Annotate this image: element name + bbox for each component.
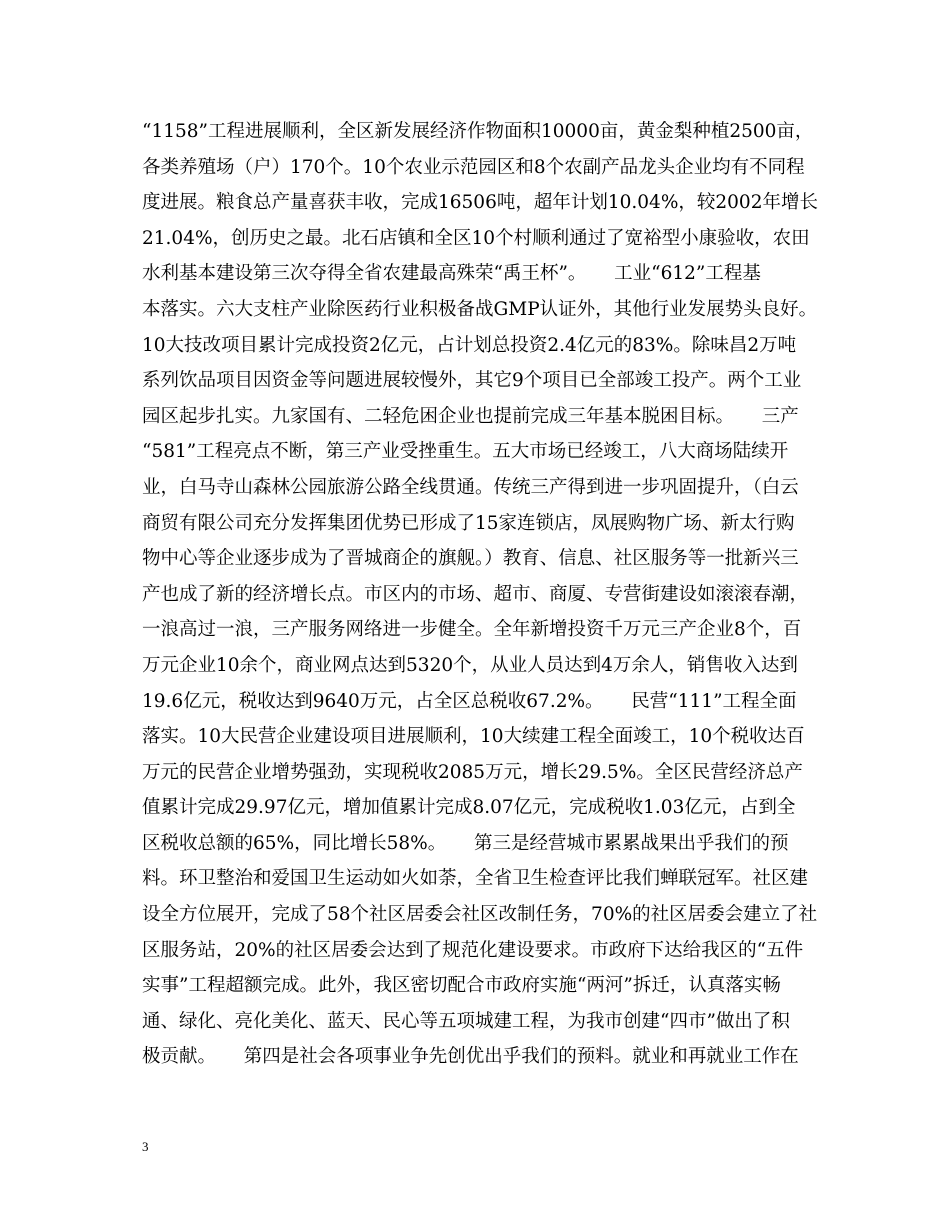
text-line: 极贡献。 第四是社会各项事业争先创优出乎我们的预料。就业和再就业工作在	[142, 1046, 799, 1068]
text-line: 园区起步扎实。九家国有、二轻危困企业也提前完成三年基本脱困目标。 三产	[142, 405, 799, 427]
text-line: 10大技改项目累计完成投资2亿元，占计划总投资2.4亿元的83%。除味昌2万吨	[142, 334, 797, 356]
text-line: 值累计完成29.97亿元，增加值累计完成8.07亿元，完成税收1.03亿元，占到全	[142, 797, 796, 819]
text-line: 商贸有限公司充分发挥集团优势已形成了15家连锁店，凤展购物广场、新太行购	[142, 512, 795, 534]
text-line: 本落实。六大支柱产业除医药行业积极备战GMP认证外，其他行业发展势头良好。	[142, 298, 818, 320]
body-text	[142, 114, 842, 1075]
text-line: 区税收总额的65%，同比增长58%。 第三是经营城市累累战果出乎我们的预	[142, 832, 789, 854]
text-line: 水利基本建设第三次夺得全省农建最高殊荣“禹王杯”。 工业“612”工程基	[142, 263, 761, 285]
text-line: 实事”工程超额完成。此外，我区密切配合市政府实施“两河”拆迁，认真落实畅	[142, 975, 781, 997]
text-line: 产也成了新的经济增长点。市区内的市场、超市、商厦、专营街建设如滚滚春潮，	[142, 583, 809, 605]
text-line: 一浪高过一浪，三产服务网络进一步健全。全年新增投资千万元三产企业8个，百	[142, 619, 802, 641]
page-number: 3	[142, 1139, 149, 1154]
text-line: 万元的民营企业增势强劲，实现税收2085万元，增长29.5%。全区民营经济总产	[142, 761, 803, 783]
text-line: 区服务站，20%的社区居委会达到了规范化建设要求。市政府下达给我区的“五件	[142, 939, 804, 961]
text-line: 19.6亿元，税收达到9640万元，占全区总税收67.2%。 民营“111”工程全面	[142, 690, 797, 712]
text-line: 业，白马寺山森林公园旅游公路全线贯通。传统三产得到进一步巩固提升，（白云	[142, 476, 799, 498]
text-line: 落实。10大民营企业建设项目进展顺利，10大续建工程全面竣工，10个税收达百	[142, 726, 805, 748]
text-line: 通、绿化、亮化美化、蓝天、民心等五项城建工程，为我市创建“四市”做出了积	[142, 1010, 790, 1032]
text-line: 物中心等企业逐步成为了晋城商企的旗舰。）教育、信息、社区服务等一批新兴三	[142, 548, 799, 570]
text-line: 万元企业10余个，商业网点达到5320个，从业人员达到4万余人，销售收入达到	[142, 654, 798, 676]
text-line: 料。环卫整治和爱国卫生运动如火如荼，全省卫生检查评比我们蝉联冠军。社区建	[142, 868, 809, 890]
text-line: 各类养殖场（户）170个。10个农业示范园区和8个农副产品龙头企业均有不同程	[142, 156, 805, 178]
text-line: 设全方位展开，完成了58个社区居委会社区改制任务，70%的社区居委会建立了社	[142, 904, 818, 926]
text-line: 21.04%，创历史之最。北石店镇和全区10个村顺利通过了宽裕型小康验收，农田	[142, 227, 810, 249]
text-line: 系列饮品项目因资金等问题进展较慢外，其它9个项目已全部竣工投产。两个工业	[142, 370, 802, 392]
text-line: “1158”工程进展顺利，全区新发展经济作物面积10000亩，黄金梨种植2500亩，	[142, 121, 814, 142]
text-line: 度进展。粮食总产量喜获丰收，完成16506吨，超年计划10.04%，较2002年增长	[142, 192, 818, 214]
text-line: “581”工程亮点不断，第三产业受挫重生。五大市场已经竣工，八大商场陆续开	[142, 441, 789, 463]
